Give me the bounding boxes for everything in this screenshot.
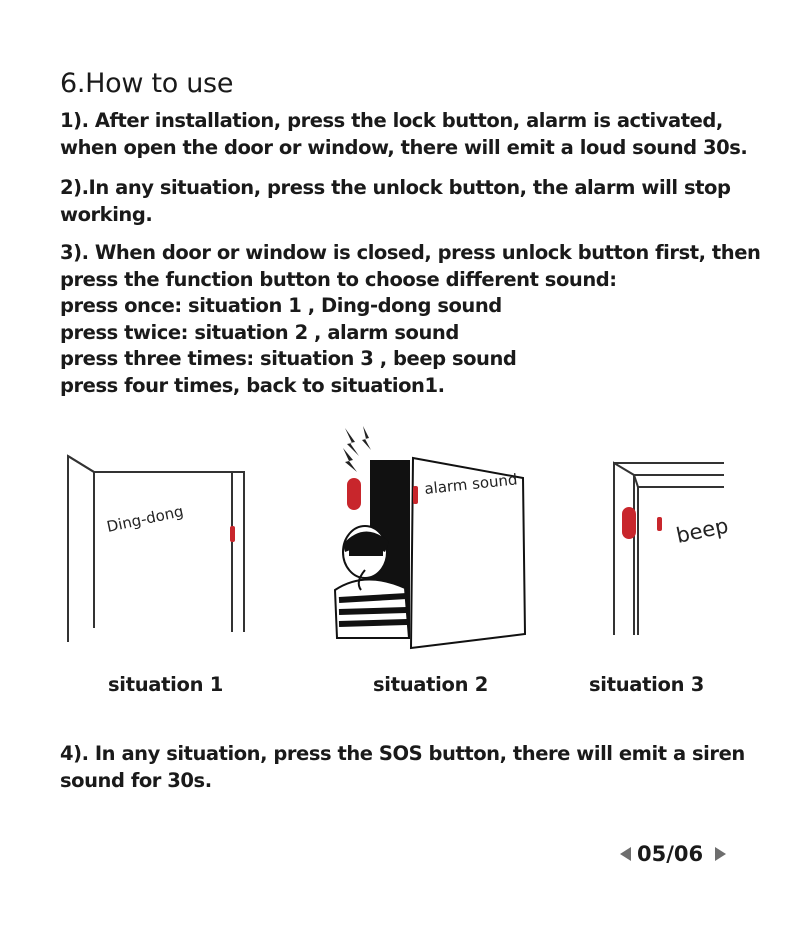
instruction-3 xyxy=(60,240,760,399)
text-line: press three times: situation 3 , beep sound xyxy=(60,347,517,370)
frame-sensor xyxy=(622,507,636,539)
situation-3-illustration xyxy=(608,455,738,640)
text-line: working. xyxy=(60,202,153,226)
caption-situation-2: situation 2 xyxy=(373,673,488,696)
text-line: 1). After installation, press the lock button, alarm is activated, xyxy=(60,109,723,132)
text-line: 4). In any situation, press the SOS button, there will emit a siren xyxy=(60,742,745,765)
text-line: press twice: situation 2 , alarm sound xyxy=(60,320,459,344)
text-line: press four times, back to situation1. xyxy=(60,373,445,397)
door-sensor xyxy=(657,517,662,531)
previous-page-icon[interactable] xyxy=(620,847,631,861)
door-sensor xyxy=(230,526,235,542)
ding-dong-label: Ding-dong xyxy=(105,502,186,536)
instruction-4 xyxy=(60,741,745,794)
next-page-icon[interactable] xyxy=(715,847,726,861)
page-number: 05/06 xyxy=(637,842,704,866)
page-navigation xyxy=(620,842,726,866)
caption-situation-3: situation 3 xyxy=(589,673,704,696)
text-line: sound for 30s. xyxy=(60,768,212,792)
text-line: press the function button to choose different sound: xyxy=(60,267,617,291)
frame-sensor xyxy=(347,478,361,510)
caption-situation-1: situation 1 xyxy=(108,673,223,696)
page-title: 6.How to use xyxy=(60,68,234,99)
instruction-1 xyxy=(60,108,747,161)
text-line: when open the door or window, there will emit a loud sound 30s. xyxy=(60,135,748,159)
situation-1-illustration xyxy=(60,448,260,648)
text-line: 2).In any situation, press the unlock button, the alarm will stop xyxy=(60,176,731,199)
situation-2-illustration xyxy=(325,420,535,650)
text-line: press once: situation 1 , Ding-dong sound xyxy=(60,294,502,317)
text-line: 3). When door or window is closed, press unlock button first, then xyxy=(60,241,761,264)
beep-label: beep xyxy=(674,513,731,548)
instruction-2 xyxy=(60,175,730,228)
door-sensor xyxy=(413,486,418,504)
alarm-sound-label: alarm sound xyxy=(423,470,519,498)
lightning-icon xyxy=(343,426,371,472)
